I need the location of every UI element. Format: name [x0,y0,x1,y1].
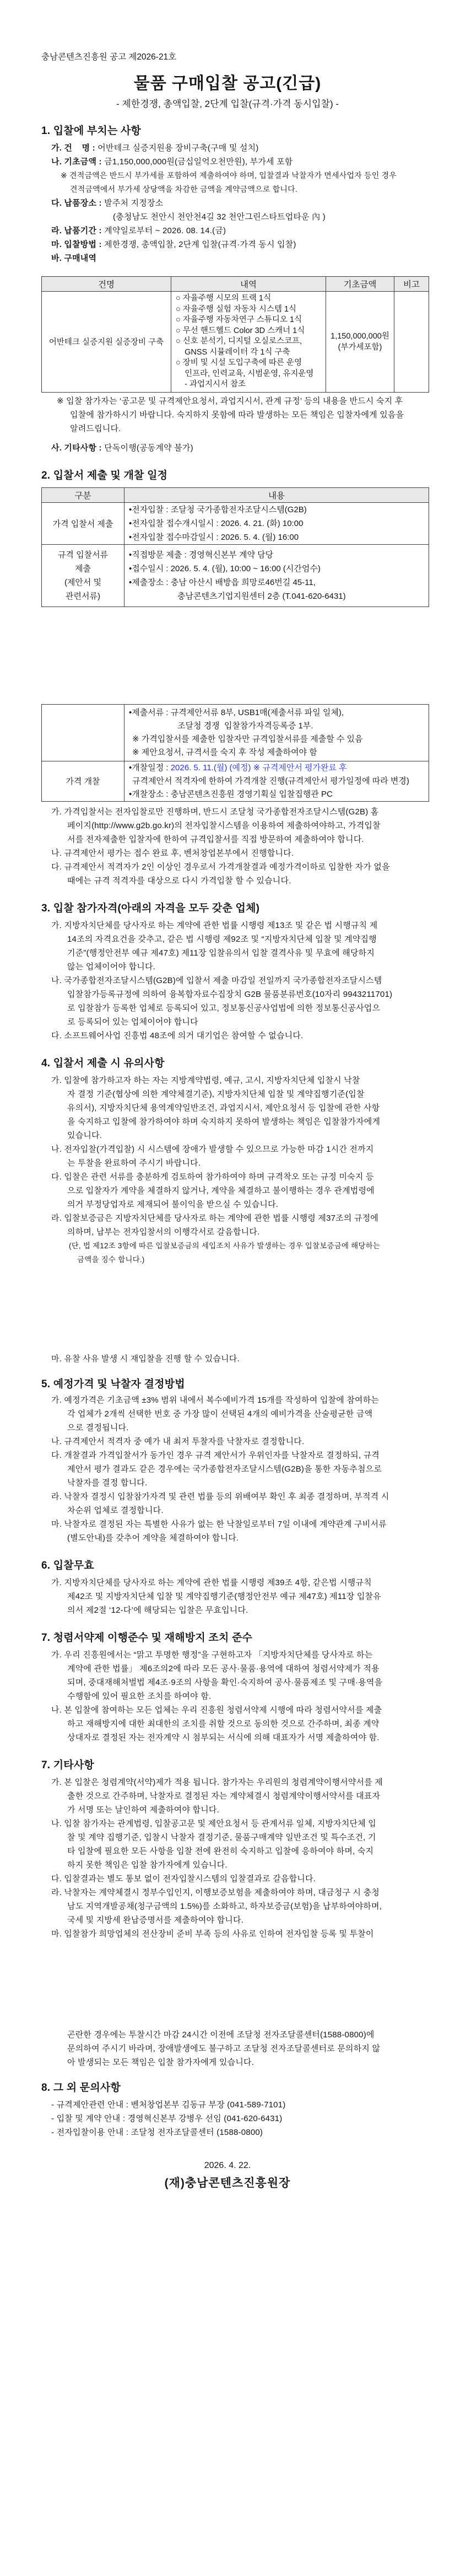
label-line: 관련서류) [66,591,100,601]
text-line: ※ 견적금액은 반드시 부가세를 포함하여 제출하여야 하며, 입찰결과 낙찰자가 면세사업자 등인 경우 [61,171,397,180]
text-line: 서를 전자제출한 입찰자에 한하여 규격입찰서를 직접 방문하여 제출하여야 합니다. [67,834,364,844]
label-line: 규격 입찰서류 [57,550,109,560]
cell-row-label: 가격 개찰 [42,761,124,801]
text-line [0,441,455,455]
column-header: 구분 [42,487,124,502]
text-line: 제42조 및 지방자치단체 입찰 및 계약집행기준(행정안전부 예규 제47호) 제11장 입찰유 [67,1591,381,1601]
item-label: 바. 구매내역 [51,254,97,263]
text-line: 낙찰자를 결정 합니다. [67,1478,148,1488]
content-line: 충남콘텐츠기업지원센터 2층 (T.041-620-6431) [177,591,346,601]
text-line: 의서 제2절 ‘12-다’에 해당되는 입찰은 무효입니다. [67,1605,248,1615]
cell-amount [326,292,394,393]
text-line: 마. 입찰참가 희망업체의 전산장비 준비 부족 등의 사유로 인하여 전자입찰 등록 및 투찰이 [51,1929,374,1939]
text-line: 으로 입찰자가 계약을 체결하지 않거나, 계약을 체결하고 불이행하는 경우 관계법령에 [67,1185,375,1195]
text-line: 나. 본 입찰에 참여하는 모든 업체는 우리 진흥원 청렴서약제 시행에 따라 청렴서약서를 제출 [51,1705,382,1715]
text-line: 로 등록되어 있는 업체이어야 합니다 [67,1017,198,1027]
page-subtitle: - 제한경쟁, 총액입찰, 2단계 입찰(규격·가격 동시입찰) - [116,99,339,109]
item-line: ○ 장비 및 시설 도입구축에 따른 운영 [176,358,302,367]
text-line: 있습니다. [67,1130,102,1140]
text-line: 가. 우리 진흥원에서는 “맑고 투명한 행정”을 구현하고자 「지방자치단체를 당사자로 하는 [51,1650,373,1660]
text-line: 의하며, 납부는 전자입찰서의 이행각서로 갈음합니다. [67,1227,260,1237]
content-line: •개찰장소 : 충남콘텐츠진흥원 경영기획실 입찰집행관 PC [129,789,333,799]
text-line: 14조의 자격요건을 갖추고, 같은 법 시행령 제92조 및 “지방자치단체 입찰 및 계약집행 [67,934,377,944]
label-line: (제안서 및 [64,577,102,587]
table-header-row [42,277,429,292]
cell-content [124,502,429,544]
notice-number: 충남콘텐츠진흥원 공고 제2026-21호 [41,52,177,62]
announcement-date: 2026. 4. 22. [204,2160,251,2170]
text-line: 라. 낙찰자 결정시 입찰참가자격 및 관련 법률 등의 위배여부 확인 후 최종 결정하며, 부적격 시 [51,1491,389,1501]
item-value: 계약일로부터 ~ 2026. 08. 14.(금) [104,226,226,235]
cell-content [124,704,429,761]
content-line: 규격제안서 적격자에 한하여 가격개찰 진행(규격제안서 평가일정에 따라 변경) [132,776,409,786]
section-8-heading: 8. 그 외 문의사항 [41,2081,121,2094]
text-line: 수행함에 있어 필요한 조치를 하여야 함. [67,1691,212,1701]
text-line: 가 서명 또는 날인하여 제출하여야 합니다. [67,1805,219,1815]
text-line: 출한 것으로 간주하며, 낙찰자로 결정된 자는 계약체결시 청렴계약이행서약서를 대표자 [67,1791,381,1801]
item-line: ○ 무선 핸드헬드 Color 3D 스캐너 1식 [176,326,305,335]
table-row [42,502,429,544]
column-header: 건명 [42,277,171,292]
text-line: 하고 재해방지에 대한 최대한의 조치를 취할 것으로 동의한 것으로 간주하며, 최종 계약 [67,1719,380,1729]
text-line: 가. 입찰에 참가하고자 하는 자는 지방계약법령, 예규, 고시, 지방자치단체 입찰시 낙찰 [51,1075,360,1085]
content-line: •전자입찰 : 조달청 국가종합전자조달시스템(G2B) [129,505,307,514]
label-line: 제출 [75,564,91,573]
text-line: 제안서 평가 결과도 같은 경우에는 국가종합전자조달시스템(G2B)을 통한 자동추첨으로 [67,1464,382,1474]
page-gap [0,607,455,704]
schedule-table-continued [41,704,429,802]
text-line: 다. 입찰은 관련 서류를 충분하게 검토하여 참가하여야 하며 규격착오 또는 규정 미숙지 등 [51,1172,374,1182]
item-label: 사. 기타사항 : [51,443,102,453]
item-line: - 과업지시서 참조 [176,380,246,389]
table-row [42,761,429,801]
text-line: 나. 국가종합전자조달시스템(G2B)에 입찰서 제출 마감일 전일까지 국가종합전자조달시스템 [51,975,382,985]
text-line: 입찰에 참가하시기 바랍니다. 숙지하지 못함에 따라 발생하는 모든 책임은 입찰자에게 있음을 [70,410,404,420]
item-value: 제한경쟁, 총액입찰, 2단계 입찰(규격·가격 동시 입찰) [104,240,296,249]
text-line: (충청남도 천안시 천안천4길 32 천안그린스타트업타운 內 ) [113,212,326,222]
text-line: 타 입찰에 필요한 모든 사항을 입찰 전에 완전히 숙지하고 입찰에 응하여야 하며, 숙지 [67,1846,374,1856]
section-2-heading: 2. 입찰서 제출 및 개찰 일정 [41,469,168,481]
text-line: 다. 입찰결과는 별도 통보 없이 전자입찰시스템의 입찰결과로 갈음합니다. [51,1874,316,1883]
page-title: 물품 구매입찰 공고(긴급) [133,74,322,93]
content-line: •제출장소 : 충남 아산시 배방읍 희망로46번길 45-11, [129,577,316,587]
item-value: 발주처 지정장소 [104,198,164,208]
text-line: 의거 부정당업자로 제재되어 불이익을 받으실 수 있습니다. [67,1199,279,1209]
text-line: 계약에 관한 법률」 제6조의2에 따라 모든 공사·물품·용역에 대하여 청렴서약제가 적용 [67,1663,380,1673]
text-line [0,251,455,265]
text-line: 하지 못한 책임은 입찰 참가자에게 있습니다. [67,1860,228,1870]
text-line [0,155,455,169]
text-line: 유의서), 지방자치단체 용역계약일반조건, 과업지시서, 제안요청서 등 입찰에 관한 사항 [67,1103,380,1113]
section-7b-heading: 7. 기타사항 [41,1759,94,1771]
text-line: 는 투찰을 완료하여 주시기 바랍니다. [67,1158,201,1168]
text-line: (별도안내)를 갖추어 계약을 체결하여야 합니다. [67,1533,239,1543]
section-1-heading: 1. 입찰에 부치는 사항 [41,125,142,137]
table-row [42,544,429,607]
text-line [0,238,455,251]
content-line: •전자입찰 접수마감일시 : 2026. 5. 4. (월) 16:00 [129,532,299,542]
text-line: 금액을 징수 합니다.) [77,1255,145,1264]
section-3-heading: 3. 입찰 참가자격(아래의 자격을 모두 갖춘 업체) [41,902,260,914]
content-line: •직접방문 제출 : 경영혁신본부 계약 담당 [129,550,274,560]
text-line: - 규격제안관련 안내 : 벤처창업본부 김동규 부장 (041-589-7101) [51,2100,286,2110]
item-line: ○ 자율주행 실험 자동차 시스템 1식 [176,304,297,314]
content-line: •접수일시 : 2026. 5. 4. (월), 10:00 ~ 16:00 (시간엄수) [129,564,321,573]
section-5-heading: 5. 예정가격 및 낙찰자 결정방법 [41,1378,185,1390]
text-line: 가. 예정가격은 기초금액 ±3% 범위 내에서 복수예비가격 15개를 작성하여 입찰에 참여하는 [51,1395,380,1405]
text-line: 나. 입찰 참가자는 관계법령, 입찰공고문 및 제안요청서 등 관계서류 일체, 지방자치단체 입 [51,1818,376,1828]
item-value: 금1,150,000,000원(금십일억오천만원), 부가세 포함 [104,157,293,167]
cell-items [171,292,326,393]
text-line: 가. 지방자치단체를 당사자로 하는 계약에 관한 법률 시행령 제39조 4항, 같은법 시행규칙 [51,1577,372,1587]
item-line: ○ 자율주행 자동차연구 스튜디오 1식 [176,315,302,324]
content-line: ※ 제안요청서, 규격서를 숙지 후 작성 제출하여야 함 [132,747,317,757]
text-line: 남도 지역개발공채(청구금액의 1.5%)를 소화하고, 하자보증금(보험)을 납부하여야하며, [67,1901,382,1911]
cell-row-label [42,544,124,607]
item-value: 어반테크 실증지원용 장비구축(구매 및 설치) [98,143,259,153]
table-row [42,292,429,393]
open-date-value: 2026. 5. 11.(월) (예정) ※ 규격제안서 평가완료 후 [170,763,347,772]
text-line: 알려드립니다. [70,423,121,433]
text-line: 다. 소프트웨어사업 진흥법 48조에 의거 대기업은 참여할 수 없습니다. [51,1031,304,1040]
column-header: 비고 [394,277,429,292]
cell-row-label: 가격 입찰서 제출 [42,502,124,544]
section-4-heading: 4. 입찰서 제출 시 유의사항 [41,1057,165,1069]
amount-note: (부가세포함) [338,342,382,352]
item-label: 라. 납품기간 : [51,226,102,235]
text-line: 곤란한 경우에는 투찰시간 마감 24시간 이전에 조달청 전자조달콜센터(1588-0800)에 [67,2030,375,2040]
schedule-table [41,487,429,607]
text-line: - 입찰 및 계약 안내 : 경영혁신본부 강병우 선임 (041-620-6431) [51,2113,283,2123]
item-value: 단독이행(공동계약 불가) [104,443,193,453]
text-line [0,141,455,155]
text-line: 각 업체가 2개씩 선택한 번호 중 가장 많이 선택된 4개의 예비가격을 산술평균한 금액 [67,1409,373,1419]
item-line: GNSS 시뮬레이터 각 1식 구축 [176,347,290,357]
text-line: 다. 규격제안서 적격자가 2인 이상인 경우로서 가격개찰결과 예정가격이하로 입찰한 자가 없을 [51,862,390,872]
text-line: 자 결정 기준(협상에 의한 계약체결기준), 지방자치단체 입찰 및 계약집행기준(입찰 [67,1089,365,1099]
cell-project-name: 어반테크 실증지원 실증장비 구축 [42,292,171,393]
text-line: 찰 및 계약 집행기준, 입찰시 낙찰자 결정기준, 물품구매계약 일반조건 및 특수조건, 기 [67,1832,376,1842]
text-line [0,224,455,238]
column-header: 내역 [171,277,326,292]
text-line: 을 숙지하고 입찰에 참가하여야 하며 숙지하지 못하여 발생하는 책임은 입찰참가자에게 [67,1117,381,1126]
text-line: 나. 전자입찰(가격입찰) 시 시스템에 장애가 발생할 수 있으므로 가능한 마감 1시간 전까지 [51,1144,374,1154]
column-header: 내용 [124,487,429,502]
text-line: (단, 법 제12조 3항에 따른 입찰보증금의 세입조치 사유가 발생하는 경우 입찰보증금에 해당하는 [69,1241,381,1250]
cell-remark [394,292,429,393]
text-line: 나. 규격제안서 적격자 중 예가 내 최저 투찰자를 낙찰자로 결정합니다. [51,1436,305,1446]
issuing-organization: (재)충남콘텐츠진흥원장 [164,2176,291,2189]
content-line [129,761,429,775]
text-line: ※ 입찰 참가자는 ‘공고문 및 규격제안요청서, 과업지시서, 관계 규정’ 등의 내용을 반드시 숙지 후 [57,396,403,406]
text-line: 라. 낙찰자는 계약체결시 정부수입인지, 이행보증보험을 제출하여야 하며, 대금청구 시 충청 [51,1887,380,1897]
table-row [42,704,429,761]
amount-value: 1,150,000,000원 [331,331,389,341]
content-line: •제출서류 : 규격제안서류 8부, USB1매(제출서류 파일 일체), [129,707,344,717]
cell-content [124,544,429,607]
column-header: 기초금액 [326,277,394,292]
text-line: 아 발생되는 모든 책임은 입찰 참가자에게 있습니다. [67,2057,254,2067]
text-line: 않는 업체이어야 합니다. [67,962,156,972]
text-line: 나. 규격제안서 평가는 접수 완료 후, 벤처창업본부에서 진행합니다. [51,848,294,858]
content-line: ※ 가격입찰서를 제출한 입찰자만 규격입찰서류를 제출할 수 있음 [132,734,363,744]
content-line: 조달청 경쟁 입찰참가자격등록증 1부. [177,721,313,731]
text-line: 페이지(http://www.g2b.go.kr)의 전자입찰시스템을 이용하여 제출하여야하고, 가격입찰 [67,820,381,830]
text-line: 라. 입찰보증금은 지방자치단체를 당사자로 하는 계약에 관한 법률 시행령 제37조의 규정에 [51,1213,378,1223]
text-line: 으로 결정됩니다. [67,1423,129,1432]
text-line: 상대자로 결정된 자는 전자계약 시 첨부되는 서식에 의해 대표자가 서명 제출하여야 함. [67,1732,380,1742]
text-line: 가. 가격입찰서는 전자입찰로만 진행하며, 반드시 조달청 국가종합전자조달시스템(G2B) 홈 [51,807,379,817]
item-label: 다. 납품장소 : [51,198,102,208]
item-line: 인프라, 인력교육, 시범운영, 유지운영 [176,369,314,378]
item-line: ○ 신호 분석기, 디지털 오실로스코프, [176,337,302,346]
item-line: ○ 자율주행 시모의 트랙 1식 [176,294,272,303]
text-line: 기준”(행정안전부 예규 제47호) 제11장 입찰유의서 입찰 결격사유 및 무효에 해당하지 [67,948,375,958]
section-6-heading: 6. 입찰무효 [41,1559,94,1571]
item-label: 마. 입찰방법 : [51,240,102,249]
cell-row-label [42,704,124,761]
content-line: •전자입찰 접수개시일시 : 2026. 4. 21. (화) 10:00 [129,518,304,528]
text-line: 차순위 업체로 결정합니다. [67,1505,164,1515]
text-line: 로 입찰참가 등록한 업체로 등록되어 있고, 정보통신공사업법에 의한 정보통신공사업으 [67,1003,381,1013]
text-line: 입찰참가등록규정에 의하여 융복합자료수집장치 G2B 물품분류번호(10자리 9943211701) [67,989,393,999]
text-line: 되며, 중대재해처벌법 제4조·9조의 사항을 확인·숙지하여 공사·물품제조 및 구매·용역을 [67,1677,383,1687]
item-label: 가. 건 명 : [51,143,95,153]
table-header-row [42,487,429,502]
item-label: 나. 기초금액 : [51,157,102,167]
open-date-label: •개찰일정 : [129,763,171,772]
text-line: 가. 본 입찰은 청렴계약(서약)제가 적용 됩니다. 참가자는 우리원의 청렴계약이행서약서를 제 [51,1777,383,1787]
text-line: - 전자입찰이용 안내 : 조달청 전자조달콜센터 (1588-0800) [51,2127,263,2137]
text-line: 마. 유찰 사유 발생 시 재입찰을 진행 할 수 있습니다. [51,1354,240,1364]
text-line: 다. 개찰결과 가격입찰서가 동가인 경우 규격 제안서가 우위인자를 낙찰자로 결정하되, 규격 [51,1450,380,1460]
text-line: 국세 및 지방세 완납증명서를 제출하여야 합니다. [67,1915,244,1925]
cell-content [124,761,429,801]
text-line: 가. 지방자치단체를 당사자로 하는 계약에 관한 법률 시행령 제13조 및 같은 법 시행규칙 제 [51,920,378,930]
text-line [0,196,455,210]
page-gap [0,1941,455,2028]
text-line: 마. 낙찰자로 결정된 자는 특별한 사유가 없는 한 낙찰일로부터 7일 이내에 계약관계 구비서류 [51,1519,387,1529]
text-line: 때에는 규격 적격자를 대상으로 다시 가격입찰 할 수 있습니다. [67,876,291,886]
section-7-heading: 7. 청렴서약제 이행준수 및 재해방지 조치 준수 [41,1632,253,1644]
text-line: 견적금액에서 부가세 상당액을 차감한 금액을 계약금액으로 합니다. [70,185,297,194]
purchase-table [41,276,429,393]
text-line: 문의하여 주시기 바라며, 장애발생에도 불구하고 조달청 전자조달콜센터로 문의하지 않 [67,2043,381,2053]
page-gap [0,1266,455,1352]
